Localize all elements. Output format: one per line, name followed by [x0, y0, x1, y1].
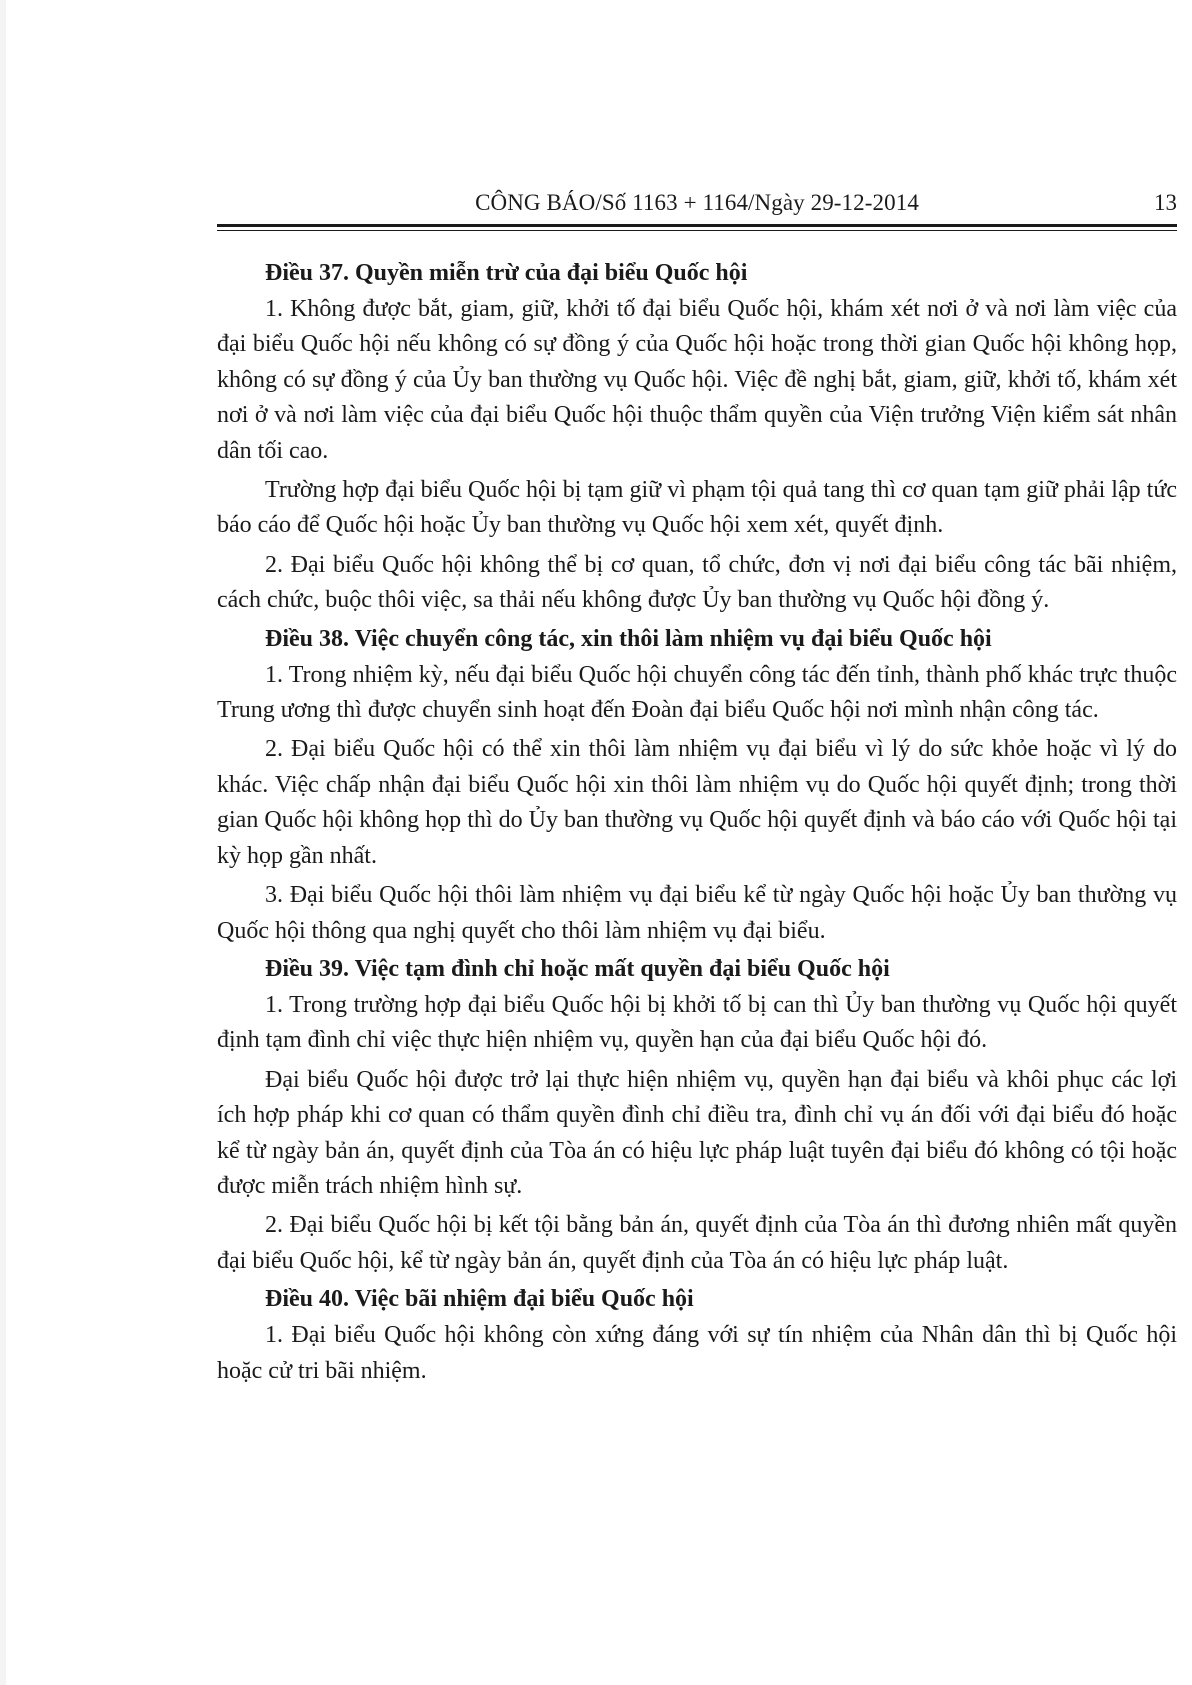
- article-40-paragraph: 1. Đại biểu Quốc hội không còn xứng đáng với sự tín nhiệm của Nhân dân thì bị Quốc hội hoặc cử tri bãi nhiệm.: [217, 1322, 1177, 1384]
- article-heading-39: Điều 39. Việc tạm đình chỉ hoặc mất quyền đại biểu Quốc hội: [265, 955, 890, 982]
- article-39-paragraph: 2. Đại biểu Quốc hội bị kết tội bằng bản án, quyết định của Tòa án thì đương nhiên mất quyền đại biểu Quốc hội, kể từ ngày bản án, quyết định của Tòa án có hiệu lực pháp luật.: [217, 1212, 1177, 1274]
- article-39-paragraph: Đại biểu Quốc hội được trở lại thực hiện nhiệm vụ, quyền hạn đại biểu và khôi phục các lợi ích hợp pháp khi cơ quan có thẩm quyền đình chỉ điều tra, đình chỉ vụ án đối với đại biểu đó hoặc kể từ ngày bản án, quyết định của Tòa án có hiệu lực pháp luật tuyên đại biểu đó không có tội hoặc được miễn trách nhiệm hình sự.: [217, 1066, 1177, 1199]
- article-37-paragraph: Trường hợp đại biểu Quốc hội bị tạm giữ vì phạm tội quả tang thì cơ quan tạm giữ phải lập tức báo cáo để Quốc hội hoặc Ủy ban thường vụ Quốc hội xem xét, quyết định.: [217, 477, 1177, 539]
- article-38-paragraph: 2. Đại biểu Quốc hội có thể xin thôi làm nhiệm vụ đại biểu vì lý do sức khỏe hoặc vì lý do khác. Việc chấp nhận đại biểu Quốc hội xin thôi làm nhiệm vụ do Quốc hội quyết định; trong thời gian Quốc hội không họp thì do Ủy ban thường vụ Quốc hội quyết định và báo cáo với Quốc hội tại kỳ họp gần nhất.: [217, 736, 1177, 869]
- page-edge: [0, 0, 6, 1685]
- gazette-header-title: CÔNG BÁO/Số 1163 + 1164/Ngày 29-12-2014: [475, 190, 919, 215]
- article-heading-40: Điều 40. Việc bãi nhiệm đại biểu Quốc hội: [265, 1286, 694, 1313]
- header-rule-thin: [217, 230, 1177, 231]
- article-38-paragraph: 3. Đại biểu Quốc hội thôi làm nhiệm vụ đại biểu kể từ ngày Quốc hội hoặc Ủy ban thường vụ Quốc hội thông qua nghị quyết cho thôi làm nhiệm vụ đại biểu.: [217, 882, 1177, 944]
- gazette-header: [217, 188, 1177, 222]
- article-37-paragraph: 2. Đại biểu Quốc hội không thể bị cơ quan, tổ chức, đơn vị nơi đại biểu công tác bãi nhiệm, cách chức, buộc thôi việc, sa thải nếu không được Ủy ban thường vụ Quốc hội đồng ý.: [217, 551, 1177, 614]
- document-body: [217, 254, 1177, 1389]
- article-38-paragraph: 1. Trong nhiệm kỳ, nếu đại biểu Quốc hội chuyển công tác đến tỉnh, thành phố khác trực thuộc Trung ương thì được chuyển sinh hoạt đến Đoàn đại biểu Quốc hội nơi mình nhận công tác.: [217, 661, 1177, 724]
- article-37-paragraph: 1. Không được bắt, giam, giữ, khởi tố đại biểu Quốc hội, khám xét nơi ở và nơi làm việc của đại biểu Quốc hội nếu không có sự đồng ý của Quốc hội hoặc trong thời gian Quốc hội không họp, không có sự đồng ý của Ủy ban thường vụ Quốc hội. Việc đề nghị bắt, giam, giữ, khởi tố, khám xét nơi ở và nơi làm việc của đại biểu Quốc hội thuộc thẩm quyền của Viện trưởng Viện kiểm sát nhân dân tối cao.: [217, 296, 1177, 464]
- page-number: 13: [1154, 190, 1177, 215]
- article-heading-37: Điều 37. Quyền miễn trừ của đại biểu Quốc hội: [265, 260, 748, 286]
- header-rule-thick: [217, 224, 1177, 227]
- article-39-paragraph: 1. Trong trường hợp đại biểu Quốc hội bị khởi tố bị can thì Ủy ban thường vụ Quốc hội quyết định tạm đình chỉ việc thực hiện nhiệm vụ, quyền hạn của đại biểu Quốc hội đó.: [217, 991, 1177, 1054]
- article-heading-38: Điều 38. Việc chuyển công tác, xin thôi làm nhiệm vụ đại biểu Quốc hội: [265, 625, 992, 652]
